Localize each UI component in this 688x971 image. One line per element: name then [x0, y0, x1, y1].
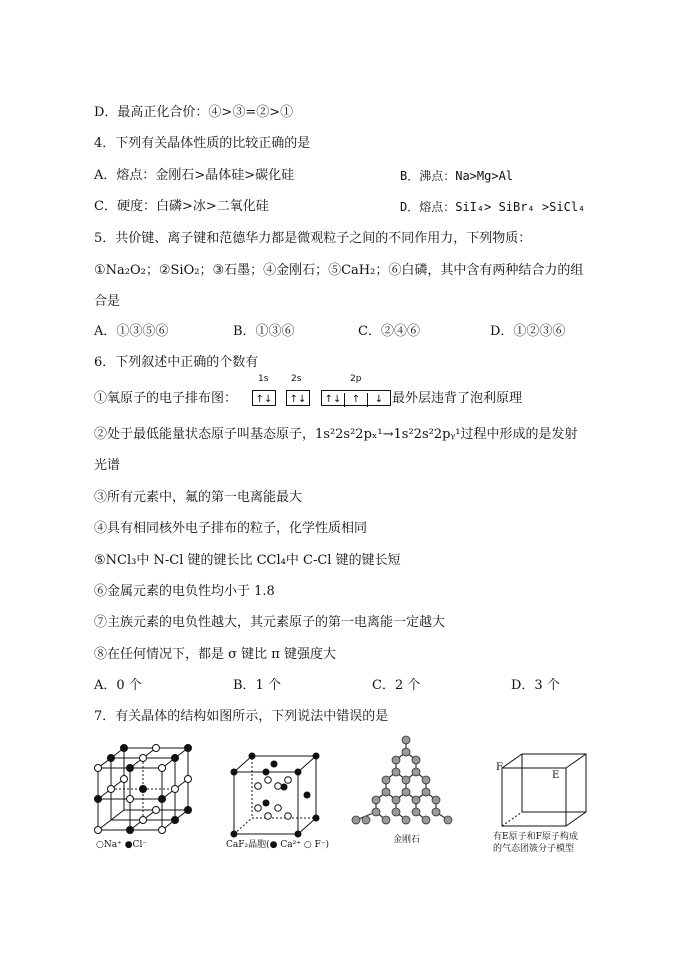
ef-caption-line-2: 的气态团簇分子模型 — [493, 844, 575, 854]
orbital-2p-box-3: ↓ — [374, 394, 384, 405]
question-7-stem: 7．有关晶体的结构如图所示，下列说法中错误的是 — [94, 709, 389, 724]
statement-8: ⑧在任何情况下，都是 σ 键比 π 键强度大 — [94, 647, 336, 662]
q4-option-a: A．熔点：金刚石>晶体硅>碳化硅 — [94, 168, 295, 183]
orbital-2p-box-2: ↑ — [345, 393, 368, 407]
statement-5: ⑤NCl₃中 N-Cl 键的键长比 CCl₄中 C-Cl 键的键长短 — [94, 553, 401, 568]
nacl-crystal-figure — [90, 740, 200, 835]
q4-option-b: B．沸点：Na>Mg>Al — [400, 169, 514, 183]
question-6-stem: 6．下列叙述中正确的个数有 — [94, 355, 259, 370]
q4-option-c: C．硬度：白磷>冰>二氧化硅 — [94, 199, 269, 214]
statement-2: ②处于最低能量状态原子叫基态原子，1s²2s²2pₓ¹→1s²2s²2pᵧ¹过程中形成的是发射 — [94, 427, 578, 442]
orbital-2s-box: ↑↓ — [289, 394, 307, 405]
question-5-substances: ①Na₂O₂；②SiO₂；③石墨；④金刚石；⑤CaH₂；⑥白磷，其中含有两种结合力的组 — [94, 263, 584, 278]
q6-option-c: C．2 个 — [372, 678, 421, 693]
q6-option-d: D．3 个 — [511, 678, 560, 693]
statement-7: ⑦主族元素的电负性越大，其元素原子的第一电离能一定越大 — [94, 615, 446, 630]
q6-option-a: A．0 个 — [94, 678, 142, 693]
question-5-stem-end: 合是 — [94, 294, 121, 309]
ef-caption-line-1: 有E原子和F原子构成 — [493, 832, 578, 842]
q5-option-b: B．①③⑥ — [233, 324, 295, 339]
q4-option-d: D．熔点：SiI₄> SiBr₄ >SiCl₄ — [400, 200, 586, 214]
statement-1-prefix: ①氧原子的电子排布图： — [94, 391, 238, 406]
orbital-label-1s: 1s — [258, 374, 269, 384]
statement-2-end: 光谱 — [94, 458, 121, 473]
diamond-structure-figure — [348, 732, 458, 832]
statement-4: ④具有相同核外电子排布的粒子，化学性质相同 — [94, 521, 368, 536]
caf2-crystal-figure — [228, 752, 328, 838]
q5-option-c: C．②④⑥ — [358, 324, 420, 339]
statement-1-suffix: 最外层违背了泡利原理 — [392, 391, 523, 406]
statement-6: ⑥金属元素的电负性均小于 1.8 — [94, 584, 275, 599]
statement-3: ③所有元素中，氟的第一电离能最大 — [94, 490, 303, 505]
ef-label-e: E — [552, 770, 560, 781]
ef-cluster-figure — [494, 750, 594, 830]
caf2-caption: CaF₂晶胞(● Ca²⁺ ○ F⁻) — [226, 840, 330, 850]
orbital-label-2s: 2s — [291, 374, 302, 384]
diamond-caption: 金刚石 — [393, 835, 421, 845]
q6-option-b: B．1 个 — [233, 678, 281, 693]
orbital-2p-box-1: ↑↓ — [322, 393, 345, 407]
q5-option-d: D．①②③⑥ — [490, 324, 566, 339]
nacl-caption: ○Na⁺ ●Cl⁻ — [96, 840, 148, 850]
q5-option-a: A．①③⑤⑥ — [94, 324, 169, 339]
question-4-stem: 4．下列有关晶体性质的比较正确的是 — [94, 136, 311, 151]
orbital-label-2p: 2p — [350, 374, 362, 384]
orbital-1s-box: ↑↓ — [255, 394, 273, 405]
q3-option-d: D．最高正化合价：④>③=②>① — [94, 105, 294, 120]
question-5-stem: 5．共价键、离子键和范德华力都是微观粒子之间的不同作用力，下列物质： — [94, 231, 532, 246]
ef-label-f: F — [496, 762, 503, 773]
